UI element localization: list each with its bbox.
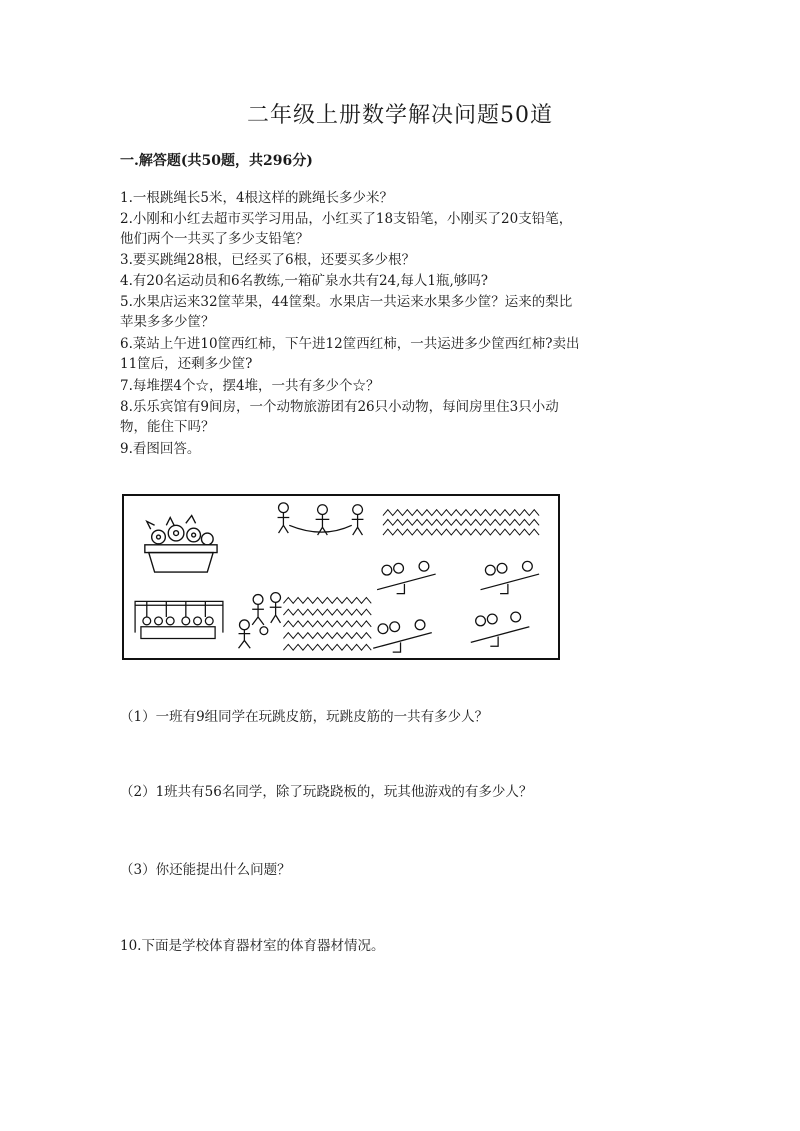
football-kids-icon xyxy=(239,593,282,649)
rope-skipping-kids-icon xyxy=(278,503,364,535)
flower-basket-icon xyxy=(145,516,217,573)
question-1: 1.一根跳绳长5米，4根这样的跳绳长多少米？ xyxy=(120,190,394,206)
question-2: 2.小刚和小红去超市买学习用品，小红买了18支铅笔，小刚买了20支铅笔， 他们两个一共买了多少支铅笔？ xyxy=(120,211,573,247)
seesaw-kids-icon xyxy=(373,561,539,652)
playground-illustration xyxy=(122,494,560,660)
swing-frame-icon xyxy=(135,601,223,638)
subquestion-1: （1）一班有9组同学在玩跳皮筋，玩跳皮筋的一共有多少人？ xyxy=(120,709,489,725)
question-5: 5.水果店运来32筐苹果，44筐梨。水果店一共运来水果多少筐？运来的梨比 苹果多多少筐？ xyxy=(120,294,573,330)
page-title: 二年级上册数学解决问题50道 xyxy=(247,103,553,128)
question-9: 9.看图回答。 xyxy=(120,441,201,457)
subquestion-2: （2）1班共有56名同学，除了玩跷跷板的，玩其他游戏的有多少人？ xyxy=(120,784,533,800)
question-6: 6.菜站上午进10筐西红柿，下午进12筐西红柿，一共运进多少筐西红柿?卖出 11筐后，还剩多少筐? xyxy=(120,336,580,372)
question-10: 10.下面是学校体育器材室的体育器材情况。 xyxy=(120,938,385,954)
question-3: 3.要买跳绳28根，已经买了6根，还要买多少根？ xyxy=(120,252,416,268)
section-heading: 一.解答题(共50题，共296分) xyxy=(120,153,313,169)
question-4: 4.有20名运动员和6名教练,一箱矿泉水共有24,每人1瓶,够吗? xyxy=(120,273,489,289)
question-7: 7.每堆摆4个☆，摆4堆，一共有多少个☆？ xyxy=(120,378,380,394)
question-8: 8.乐乐宾馆有9间房，一个动物旅游团有26只小动物，每间房里住3只小动 物，能住下吗？ xyxy=(120,399,559,435)
subquestion-3: （3）你还能提出什么问题？ xyxy=(120,862,291,878)
